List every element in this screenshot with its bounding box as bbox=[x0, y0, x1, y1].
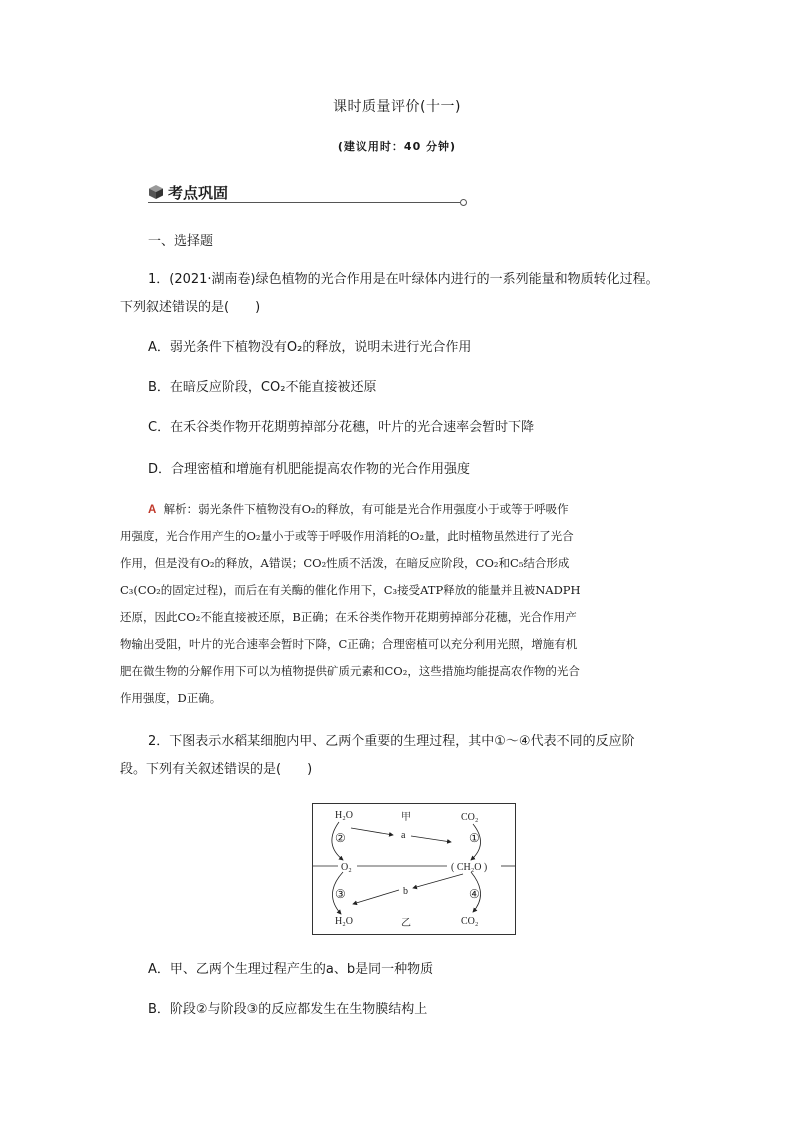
label-step3: ③ bbox=[335, 887, 346, 901]
q1-option-c: C．在禾谷类作物开花期剪掉部分花穗，叶片的光合速率会暂时下降 bbox=[148, 420, 535, 435]
label-b: b bbox=[403, 886, 408, 897]
q1-answer-line1 bbox=[148, 496, 713, 523]
q2-option-b: B．阶段②与阶段③的反应都发生在生物膜结构上 bbox=[148, 1002, 428, 1017]
metabolism-diagram bbox=[312, 803, 516, 935]
cube-icon bbox=[148, 184, 164, 200]
q1-option-b: B．在暗反应阶段，CO₂不能直接被还原 bbox=[148, 380, 377, 395]
label-h2o-bottom: H₂O bbox=[335, 916, 353, 927]
q1-answer-line5: 还原，因此CO₂不能直接被还原，B正确；在禾谷类作物开花期剪掉部分花穗，光合作用产 bbox=[120, 610, 577, 624]
q1-stem-line1: 1．(2021·湖南卷)绿色植物的光合作用是在叶绿体内进行的一系列能量和物质转化过程。 bbox=[148, 272, 659, 287]
q1-option-d: D．合理密植和增施有机肥能提高农作物的光合作用强度 bbox=[148, 462, 471, 477]
q1-explanation-start: 解析：弱光条件下植物没有O₂的释放，有可能是光合作用强度小于或等于呼吸作 bbox=[163, 502, 569, 516]
divider-dot bbox=[460, 199, 467, 206]
section-divider bbox=[148, 202, 460, 203]
part-heading: 一、选择题 bbox=[148, 234, 214, 249]
q1-answer-line7: 肥在微生物的分解作用下可以为植物提供矿质元素和CO₂，这些措施均能提高农作物的光合 bbox=[120, 664, 580, 678]
q1-stem-line2: 下列叙述错误的是( ) bbox=[120, 300, 261, 315]
q1-answer-line8: 作用强度，D正确。 bbox=[120, 691, 222, 705]
q1-answer-letter: A bbox=[148, 504, 157, 516]
q2-stem-line1: 2．下图表示水稻某细胞内甲、乙两个重要的生理过程，其中①～④代表不同的反应阶 bbox=[148, 734, 635, 749]
label-ch2o: ( CH₂O ) bbox=[451, 862, 488, 873]
q2-stem-line2: 段。下列有关叙述错误的是( ) bbox=[120, 762, 313, 777]
diagram-svg bbox=[313, 804, 515, 934]
q1-answer-line2: 用强度，光合作用产生的O₂量小于或等于呼吸作用消耗的O₂量，此时植物虽然进行了光合 bbox=[120, 529, 574, 543]
section-header bbox=[148, 182, 468, 204]
label-h2o-top: H₂O bbox=[335, 810, 353, 821]
arrow-a-left bbox=[351, 828, 393, 835]
section-label: 考点巩固 bbox=[168, 184, 229, 202]
label-step1: ① bbox=[469, 831, 480, 845]
label-co2-top: CO₂ bbox=[461, 812, 479, 823]
label-yi: 乙 bbox=[401, 918, 411, 929]
suggested-time: (建议用时：40 分钟) bbox=[337, 140, 457, 153]
label-o2: O₂ bbox=[341, 862, 352, 873]
label-step2: ② bbox=[335, 831, 346, 845]
q1-answer-line4: C₃(CO₂的固定过程)，而后在有关酶的催化作用下，C₃接受ATP释放的能量并且被NADPH bbox=[120, 583, 581, 597]
arrow-b-right bbox=[413, 874, 463, 888]
label-step4: ④ bbox=[469, 887, 480, 901]
q2-option-a: A．甲、乙两个生理过程产生的a、b是同一种物质 bbox=[148, 962, 434, 977]
arrow-b-left bbox=[353, 890, 399, 904]
label-a: a bbox=[401, 830, 406, 841]
q1-answer-line6: 物输出受阻，叶片的光合速率会暂时下降，C正确；合理密植可以充分利用光照，增施有机 bbox=[120, 637, 578, 651]
label-jia: 甲 bbox=[401, 812, 411, 823]
label-co2-bottom: CO₂ bbox=[461, 916, 479, 927]
page-title: 课时质量评价(十一) bbox=[333, 99, 461, 115]
q1-option-a: A．弱光条件下植物没有O₂的释放，说明未进行光合作用 bbox=[148, 340, 472, 355]
arrow-a-right bbox=[411, 836, 451, 842]
q1-answer-line3: 作用，但是没有O₂的释放，A错误；CO₂性质不活泼，在暗反应阶段，CO₂和C₅结合形成 bbox=[120, 556, 570, 570]
